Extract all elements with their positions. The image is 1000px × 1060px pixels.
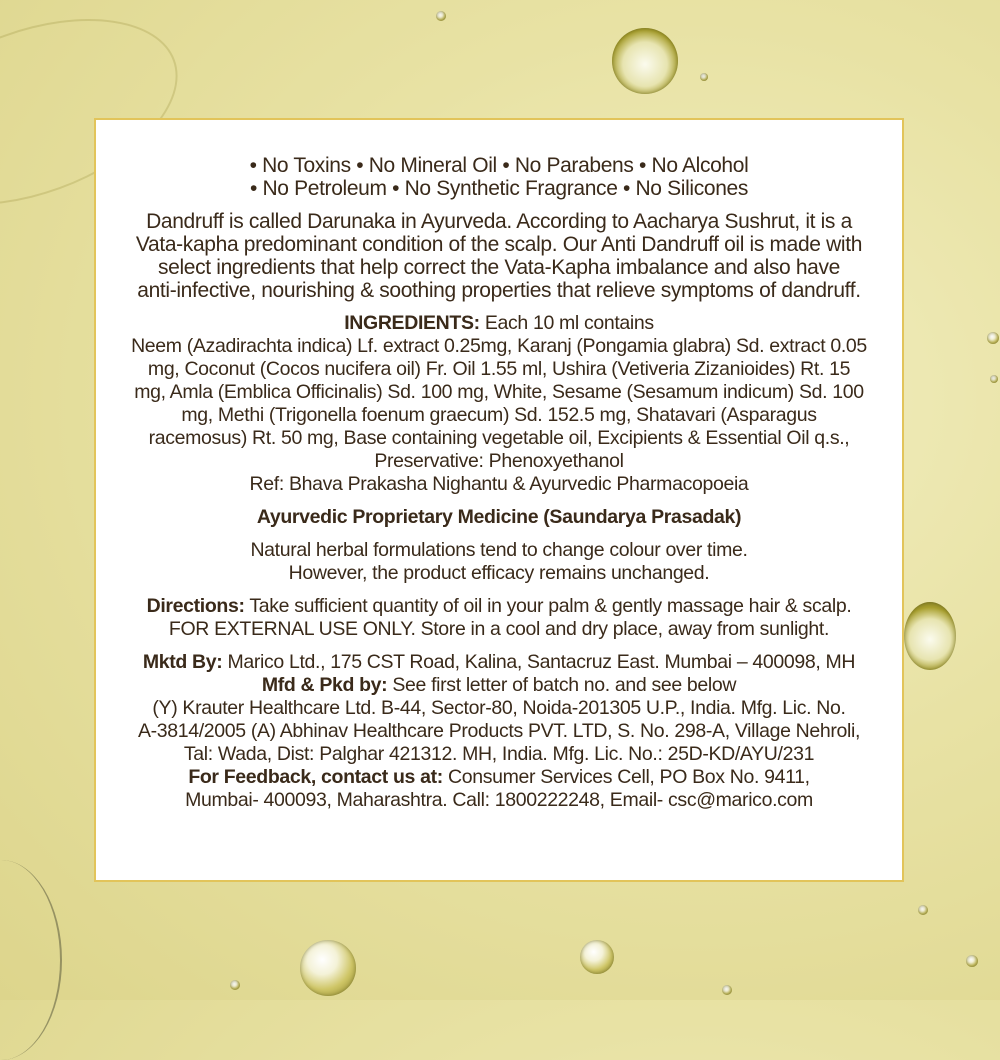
description-line: select ingredients that help correct the Vata-Kapha imbalance and also have — [158, 256, 840, 279]
ingredients-line: racemosus) Rt. 50 mg, Base containing vegetable oil, Excipients & Essential Oil q.s., — [148, 427, 850, 449]
ingredients-line: mg, Amla (Emblica Officinalis) Sd. 100 mg, White, Sesame (Sesamum indicum) Sd. 100 — [134, 381, 864, 403]
oil-streak — [0, 860, 62, 1060]
directions — [124, 595, 874, 641]
mktd-line — [124, 651, 874, 674]
oil-bubble — [436, 11, 446, 21]
oil-bubble — [300, 940, 356, 996]
directions-line — [124, 595, 874, 618]
oil-bubble — [580, 940, 614, 974]
description-line: Vata-kapha predominant condition of the scalp. Our Anti Dandruff oil is made with — [135, 233, 863, 256]
free-from-line: • No Petroleum • No Synthetic Fragrance • No Silicones — [249, 177, 749, 200]
ingredients-line: Preservative: Phenoxyethanol — [374, 450, 624, 472]
ingredients-title-line — [124, 312, 874, 335]
oil-bubble — [987, 332, 999, 344]
feedback-text: Consumer Services Cell, PO Box No. 9411, — [442, 766, 810, 788]
ingredients-intro: Each 10 ml contains — [479, 312, 654, 334]
directions-text: Take sufficient quantity of oil in your palm & gently massage hair & scalp. — [244, 595, 852, 617]
oil-bubble — [612, 28, 678, 94]
ingredients-heading: INGREDIENTS: — [344, 312, 480, 334]
oil-bubble — [700, 73, 708, 81]
mfd-text: See first letter of batch no. and see below — [387, 674, 737, 696]
oil-bubble — [990, 375, 998, 383]
free-from-claims — [124, 154, 874, 200]
ingredients-line: Ref: Bhava Prakasha Nighantu & Ayurvedic Pharmacopoeia — [249, 473, 749, 495]
mktd-text: Marico Ltd., 175 CST Road, Kalina, Santacruz East. Mumbai – 400098, MH — [222, 651, 856, 673]
oil-bubble — [230, 980, 240, 990]
feedback-contact-line: Mumbai- 400093, Maharashtra. Call: 1800222248, Email- csc@marico.com — [185, 789, 813, 811]
colour-note-line: Natural herbal formulations tend to change colour over time. — [250, 539, 748, 561]
ingredients-line: mg, Coconut (Cocos nucifera oil) Fr. Oil 1.55 ml, Ushira (Vetiveria Zizanioides) Rt. 15 — [147, 358, 851, 380]
mfd-address-line: A-3814/2005 (A) Abhinav Healthcare Products PVT. LTD, S. No. 298-A, Village Nehroli, — [137, 720, 861, 742]
oil-bubble — [918, 905, 928, 915]
ingredients-line: Neem (Azadirachta indica) Lf. extract 0.25mg, Karanj (Pongamia glabra) Sd. extract 0.05 — [131, 335, 867, 357]
ingredients-line: mg, Methi (Trigonella foenum graecum) Sd. 152.5 mg, Shatavari (Asparagus — [181, 404, 817, 426]
oil-bubble — [722, 985, 732, 995]
ingredients — [124, 312, 874, 496]
colour-note — [124, 539, 874, 585]
mfd-heading: Mfd & Pkd by: — [261, 674, 388, 696]
mfd-line — [124, 674, 874, 697]
feedback-line — [124, 766, 874, 789]
colour-note-line: However, the product efficacy remains unchanged. — [288, 562, 710, 584]
feedback-heading: For Feedback, contact us at: — [188, 766, 443, 788]
mfd-address-line: (Y) Krauter Healthcare Ltd. B-44, Sector-80, Noida-201305 U.P., India. Mfg. Lic. No. — [152, 697, 846, 719]
description-line: Dandruff is called Darunaka in Ayurveda. According to Aacharya Sushrut, it is a — [146, 210, 852, 233]
free-from-line: • No Toxins • No Mineral Oil • No Parabens • No Alcohol — [249, 154, 749, 177]
mfd-address-line: Tal: Wada, Dist: Palghar 421312. MH, India. Mfg. Lic. No.: 25D-KD/AYU/231 — [183, 743, 815, 765]
mktd-heading: Mktd By: — [142, 651, 223, 673]
oil-bubble — [966, 955, 978, 967]
product-label-panel — [94, 118, 904, 882]
description-line: anti-infective, nourishing & soothing properties that relieve symptoms of dandruff. — [137, 279, 861, 302]
directions-heading: Directions: — [146, 595, 245, 617]
external-use-line: FOR EXTERNAL USE ONLY. Store in a cool and dry place, away from sunlight. — [168, 618, 830, 640]
medicine-type — [124, 506, 874, 529]
medicine-type-text: Ayurvedic Proprietary Medicine (Saundarya Prasadak) — [256, 506, 742, 528]
manufacturer-info — [124, 651, 874, 812]
oil-bubble — [904, 602, 956, 670]
description — [124, 210, 874, 302]
